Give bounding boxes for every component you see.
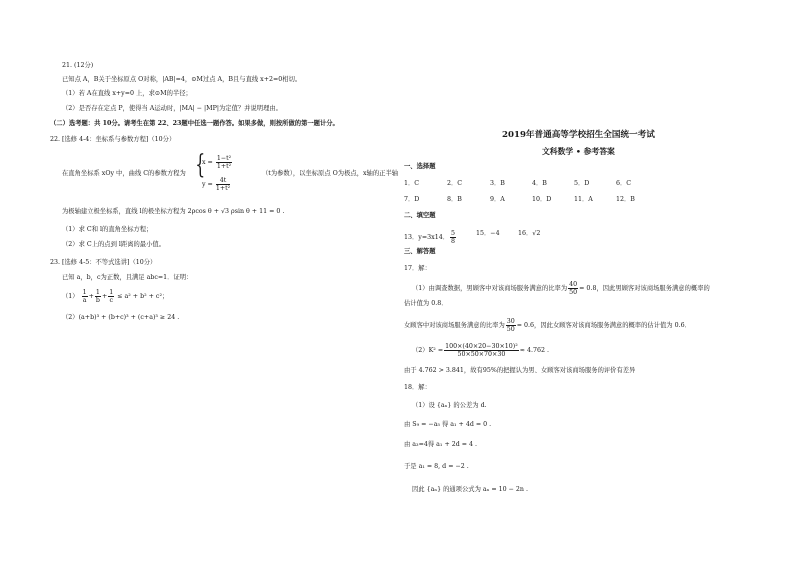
q22-statement-b: （t为参数），以坐标原点 O为极点，x轴的正半轴 (262, 170, 399, 177)
section-fill: 二、填空题 (404, 212, 436, 219)
a18-line1: （1）设 {aₙ} 的公差为 d. (412, 402, 487, 409)
q22-part2: （2）求 C上的点到 l距离的最小值。 (62, 241, 165, 248)
mc-2: 2．C (447, 180, 463, 187)
section-solution: 三、解答题 (404, 248, 436, 255)
a18-heading: 18．解： (404, 384, 431, 391)
a18-line4: 于是 a₁ = 8, d = −2 . (404, 463, 469, 470)
mc-8: 8．B (447, 196, 462, 203)
q21-part2: （2）是否存在定点 P，使得当 A运动时，|MA| − |MP|为定值？并说明理由。 (62, 105, 282, 112)
mc-12: 12．B (616, 196, 635, 203)
fill-16: 16．√2 (518, 230, 541, 237)
q22-y-equation: y = $\frac{4t}{\text{1+t²}}$ (202, 177, 231, 192)
mc-6: 6．C (616, 180, 632, 187)
mc-9: 9．A (490, 196, 505, 203)
mc-5: 5．D (574, 180, 590, 187)
a18-line3: 由 a₃=4得 a₁ + 2d = 4 . (404, 441, 478, 448)
elective-note: （二）选考题：共 10分。请考生在第 22、23题中任选一题作答。如果多做，则按所做的第一题计分。 (50, 120, 339, 127)
mc-11: 11．A (574, 196, 593, 203)
q23-statement: 已知 a，b，c为正数，且满足 abc=1．证明： (62, 274, 193, 281)
a17-heading: 17．解： (404, 265, 431, 272)
a17-line5: 由于 4.762 > 3.841，故有95%的把握认为男、女顾客对该商场服务的评价有差异 (404, 367, 636, 374)
q23-part2: （2）(a+b)³ + (b+c)³ + (c+a)³ ≥ 24 . (62, 314, 180, 321)
q21-heading: 21. (12分) (62, 62, 94, 69)
section-choice: 一、选择题 (404, 163, 436, 170)
mc-7: 7．D (404, 196, 420, 203)
a17-line1: （1）由调查数据，男顾客中对该商场服务满意的比率为 $\frac{40}{50}$ = 0.8，因此男顾客对该商场服务满意的概率的 (412, 281, 710, 296)
q22-statement-a: 在直角坐标系 xOy 中，曲线 C的参数方程为 (62, 170, 186, 177)
q23-part1: （1） $\frac{1}{a}$ + $\frac{1}{b}$ + $\frac{1}{c}$ ≤ a² + b² + c²； (62, 289, 169, 304)
q22-heading: 22. [选修 4-4：坐标系与参数方程]（10分） (50, 136, 176, 143)
mc-3: 3．B (490, 180, 505, 187)
a17-line2: 估计值为 0.8． (404, 300, 448, 307)
q22-part1: （1）求 C和 l的直角坐标方程； (62, 226, 153, 233)
a18-line2: 由 S₉ = −a₅ 得 a₁ + 4d = 0 . (404, 421, 492, 428)
q23-heading: 23. [选修 4-5：不等式选讲]（10分） (50, 259, 157, 266)
q21-statement: 已知点 A，B关于坐标原点 O对称，|AB|=4，⊙M过点 A，B且与直线 x+2=0相切。 (62, 76, 302, 83)
mc-1: 1．C (404, 180, 420, 187)
mc-10: 10．D (532, 196, 552, 203)
a17-line3: 女顾客中对该商场服务满意的比率为 $\frac{30}{50}$ = 0.6，因此女顾客对该商场服务满意的概率的估计值为 0.6． (404, 318, 691, 333)
fill-13-14: 13．y=3x14． $\frac{5}{8}$ (404, 230, 456, 245)
a18-line5: 因此 {aₙ} 的通项公式为 aₙ = 10 − 2n . (412, 486, 528, 493)
mc-4: 4．B (532, 180, 547, 187)
system-brace: { (195, 150, 206, 180)
a17-line4: （2）K² = $\frac{\text{100×(40×20−30×10)²}}{50\times 50\times 70\times 30}$ ≈ 4.762 . (412, 343, 550, 358)
fill-15: 15．−4 (476, 230, 500, 237)
answer-title: 2019年普通高等学校招生全国统一考试 (502, 130, 655, 140)
answer-subtitle: 文科数学 • 参考答案 (542, 147, 615, 156)
q22-statement-c: 为极轴建立极坐标系，直线 l的极坐标方程为 2ρcos θ + √3 ρsin θ + 11 = 0 . (62, 208, 285, 215)
q21-part1: （1）若 A在直线 x+y=0 上，求⊙M的半径； (62, 90, 192, 97)
q22-x-equation: x = $\frac{\text{1−t²}}{\text{1+t²}}$ (202, 155, 232, 170)
